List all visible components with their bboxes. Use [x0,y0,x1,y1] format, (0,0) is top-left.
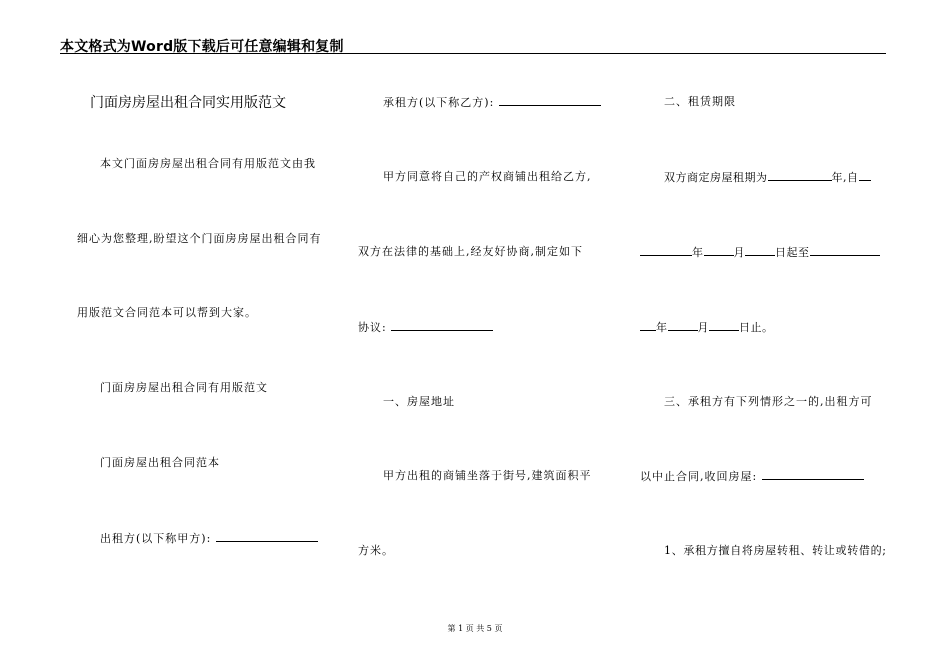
paragraph [664,168,871,185]
paragraph: 甲方出租的商铺坐落于街号,建筑面积平 [383,469,592,482]
blank-line [668,318,698,331]
blank-line [391,318,493,331]
date-unit: 年 [692,246,704,259]
paragraph: 双方在法律的基础上,经友好协商,制定如下 [358,245,583,258]
blank-line [745,243,775,256]
paragraph: 门面房房屋出租合同有用版范文 [100,381,268,394]
paragraph [100,529,318,546]
paragraph: 三、承租方有下列情形之一的,出租方可 [664,395,873,408]
blank-line [704,243,734,256]
section-heading: 一、房屋地址 [383,395,455,408]
date-unit: 日止。 [739,321,774,334]
lessor-label: 出租方(以下称甲方): [100,532,212,545]
date-unit: 月 [733,246,745,259]
blank-line [768,168,832,181]
date-unit: 日起至 [775,246,810,259]
paragraph: 1、承租方擅自将房屋转租、转让或转借的; [664,544,887,557]
page-footer: 第 1 页 共 5 页 [447,624,503,633]
paragraph: 方米。 [358,544,394,557]
lease-term-text: 年,自 [831,171,859,184]
paragraph [383,93,601,110]
lease-term-text: 双方商定房屋租期为 [664,171,768,184]
page-header: 本文格式为Word版下载后可任意编辑和复制 [60,39,344,55]
blank-line [762,467,864,480]
paragraph: 门面房屋出租合同范本 [100,456,220,469]
date-unit: 月 [697,321,709,334]
blank-line [640,243,692,256]
paragraph: 细心为您整理,盼望这个门面房房屋出租合同有 [77,232,322,245]
document-title: 门面房房屋出租合同实用版范文 [90,95,286,111]
blank-line [709,318,739,331]
lessee-label: 承租方(以下称乙方): [383,96,495,109]
header-divider [60,53,886,54]
blank-line [859,168,871,181]
date-unit: 年 [656,321,668,334]
paragraph [640,243,880,260]
paragraph [358,318,493,335]
paragraph: 甲方同意将自己的产权商铺出租给乙方, [383,170,592,183]
blank-line [216,529,318,542]
blank-line [810,243,880,256]
blank-line [499,93,601,106]
agreement-label: 协议: [358,321,387,334]
section-heading: 二、租赁期限 [664,95,736,108]
paragraph [640,467,864,484]
blank-line [640,318,656,331]
paragraph [640,318,774,335]
paragraph: 本文门面房房屋出租合同有用版范文由我 [100,157,316,170]
paragraph: 用版范文合同范本可以帮到大家。 [77,306,257,319]
termination-label: 以中止合同,收回房屋: [640,470,758,483]
